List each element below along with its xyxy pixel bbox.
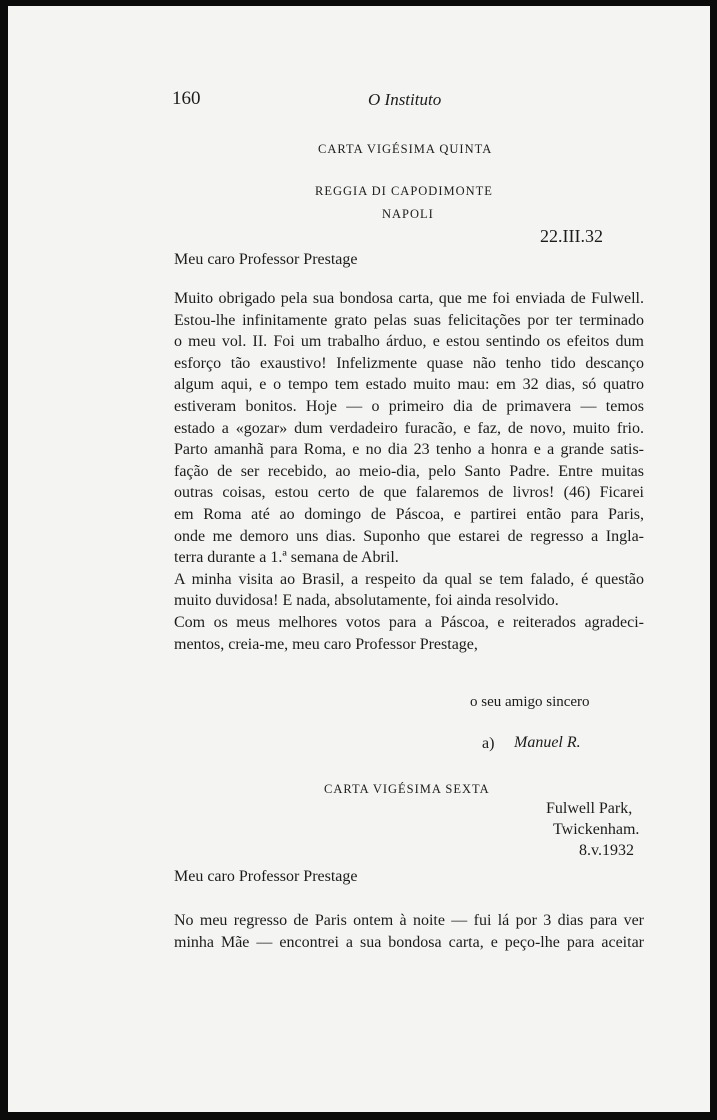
text-line: Muito obrigado pela sua bondosa carta, que me foi enviada de Fulwell.: [174, 290, 644, 307]
text-line: Estou-lhe infinitamente grato pelas suas felicitações por ter terminado: [174, 311, 644, 329]
letter-body: [174, 288, 644, 655]
text-line: algum aqui, e o tempo tem estado muito mau: em 32 dias, só quatro: [174, 376, 644, 394]
text-line: terra durante a 1.ª semana de Abril.: [174, 549, 399, 567]
text-line: esforço tão exaustivo! Infelizmente quase não tenho tido descanço: [174, 354, 644, 372]
text-line: muito duvidosa! E nada, absolutamente, foi ainda resolvido.: [174, 592, 559, 610]
letter-address: Fulwell Park,: [546, 800, 633, 817]
text-line: outras coisas, estou certo de que falaremos de livros! (46) Ficarei: [174, 484, 644, 502]
page-number: 160: [172, 88, 201, 109]
signature-name: Manuel R.: [514, 734, 581, 751]
text-line: No meu regresso de Paris ontem à noite — fui lá por 3 dias para ver: [174, 912, 644, 929]
letter-salutation: Meu caro Professor Prestage: [174, 251, 358, 268]
text-line: estado a «gozar» dum verdadeiro furacão, e faz, de novo, muito frio.: [174, 419, 644, 437]
letter-place-city: NAPOLI: [382, 207, 434, 221]
text-line: em Roma até ao domingo de Páscoa, e partirei então para Paris,: [174, 505, 644, 523]
book-page: [8, 6, 710, 1112]
text-line: estiveram bonitos. Hoje — o primeiro dia de primavera — temos: [174, 397, 644, 415]
text-line: o meu vol. II. Foi um trabalho árduo, e estou sentindo os efeitos dum: [174, 333, 644, 351]
letter-body: [174, 910, 644, 953]
text-line: minha Mãe — encontrei a sua bondosa carta, e peço-lhe para aceitar: [174, 933, 644, 951]
text-line: fação de ser recebido, ao meio-dia, pelo Santo Padre. Entre muitas: [174, 462, 644, 480]
letter-heading: CARTA VIGÉSIMA SEXTA: [324, 782, 490, 796]
signature-prefix: a): [482, 735, 495, 752]
text-line: A minha visita ao Brasil, a respeito da qual se tem falado, é questão: [174, 570, 644, 588]
letter-address-city: Twickenham.: [553, 821, 640, 838]
letter-heading: CARTA VIGÉSIMA QUINTA: [318, 142, 493, 156]
text-line: Parto amanhã para Roma, e no dia 23 tenho a honra e a grande satis-: [174, 441, 644, 459]
letter-date: 8.v.1932: [579, 842, 634, 859]
running-title: O Instituto: [368, 90, 442, 109]
letter-salutation: Meu caro Professor Prestage: [174, 868, 358, 885]
letter-closing: o seu amigo sincero: [470, 694, 590, 710]
text-line: Com os meus melhores votos para a Páscoa, e reiterados agradeci-: [174, 613, 644, 631]
text-line: onde me demoro uns dias. Suponho que estarei de regresso a Ingla-: [174, 527, 644, 545]
text-line: mentos, creia-me, meu caro Professor Prestage,: [174, 635, 478, 653]
letter-date: 22.III.32: [540, 226, 603, 246]
letter-place: REGGIA DI CAPODIMONTE: [315, 184, 493, 198]
